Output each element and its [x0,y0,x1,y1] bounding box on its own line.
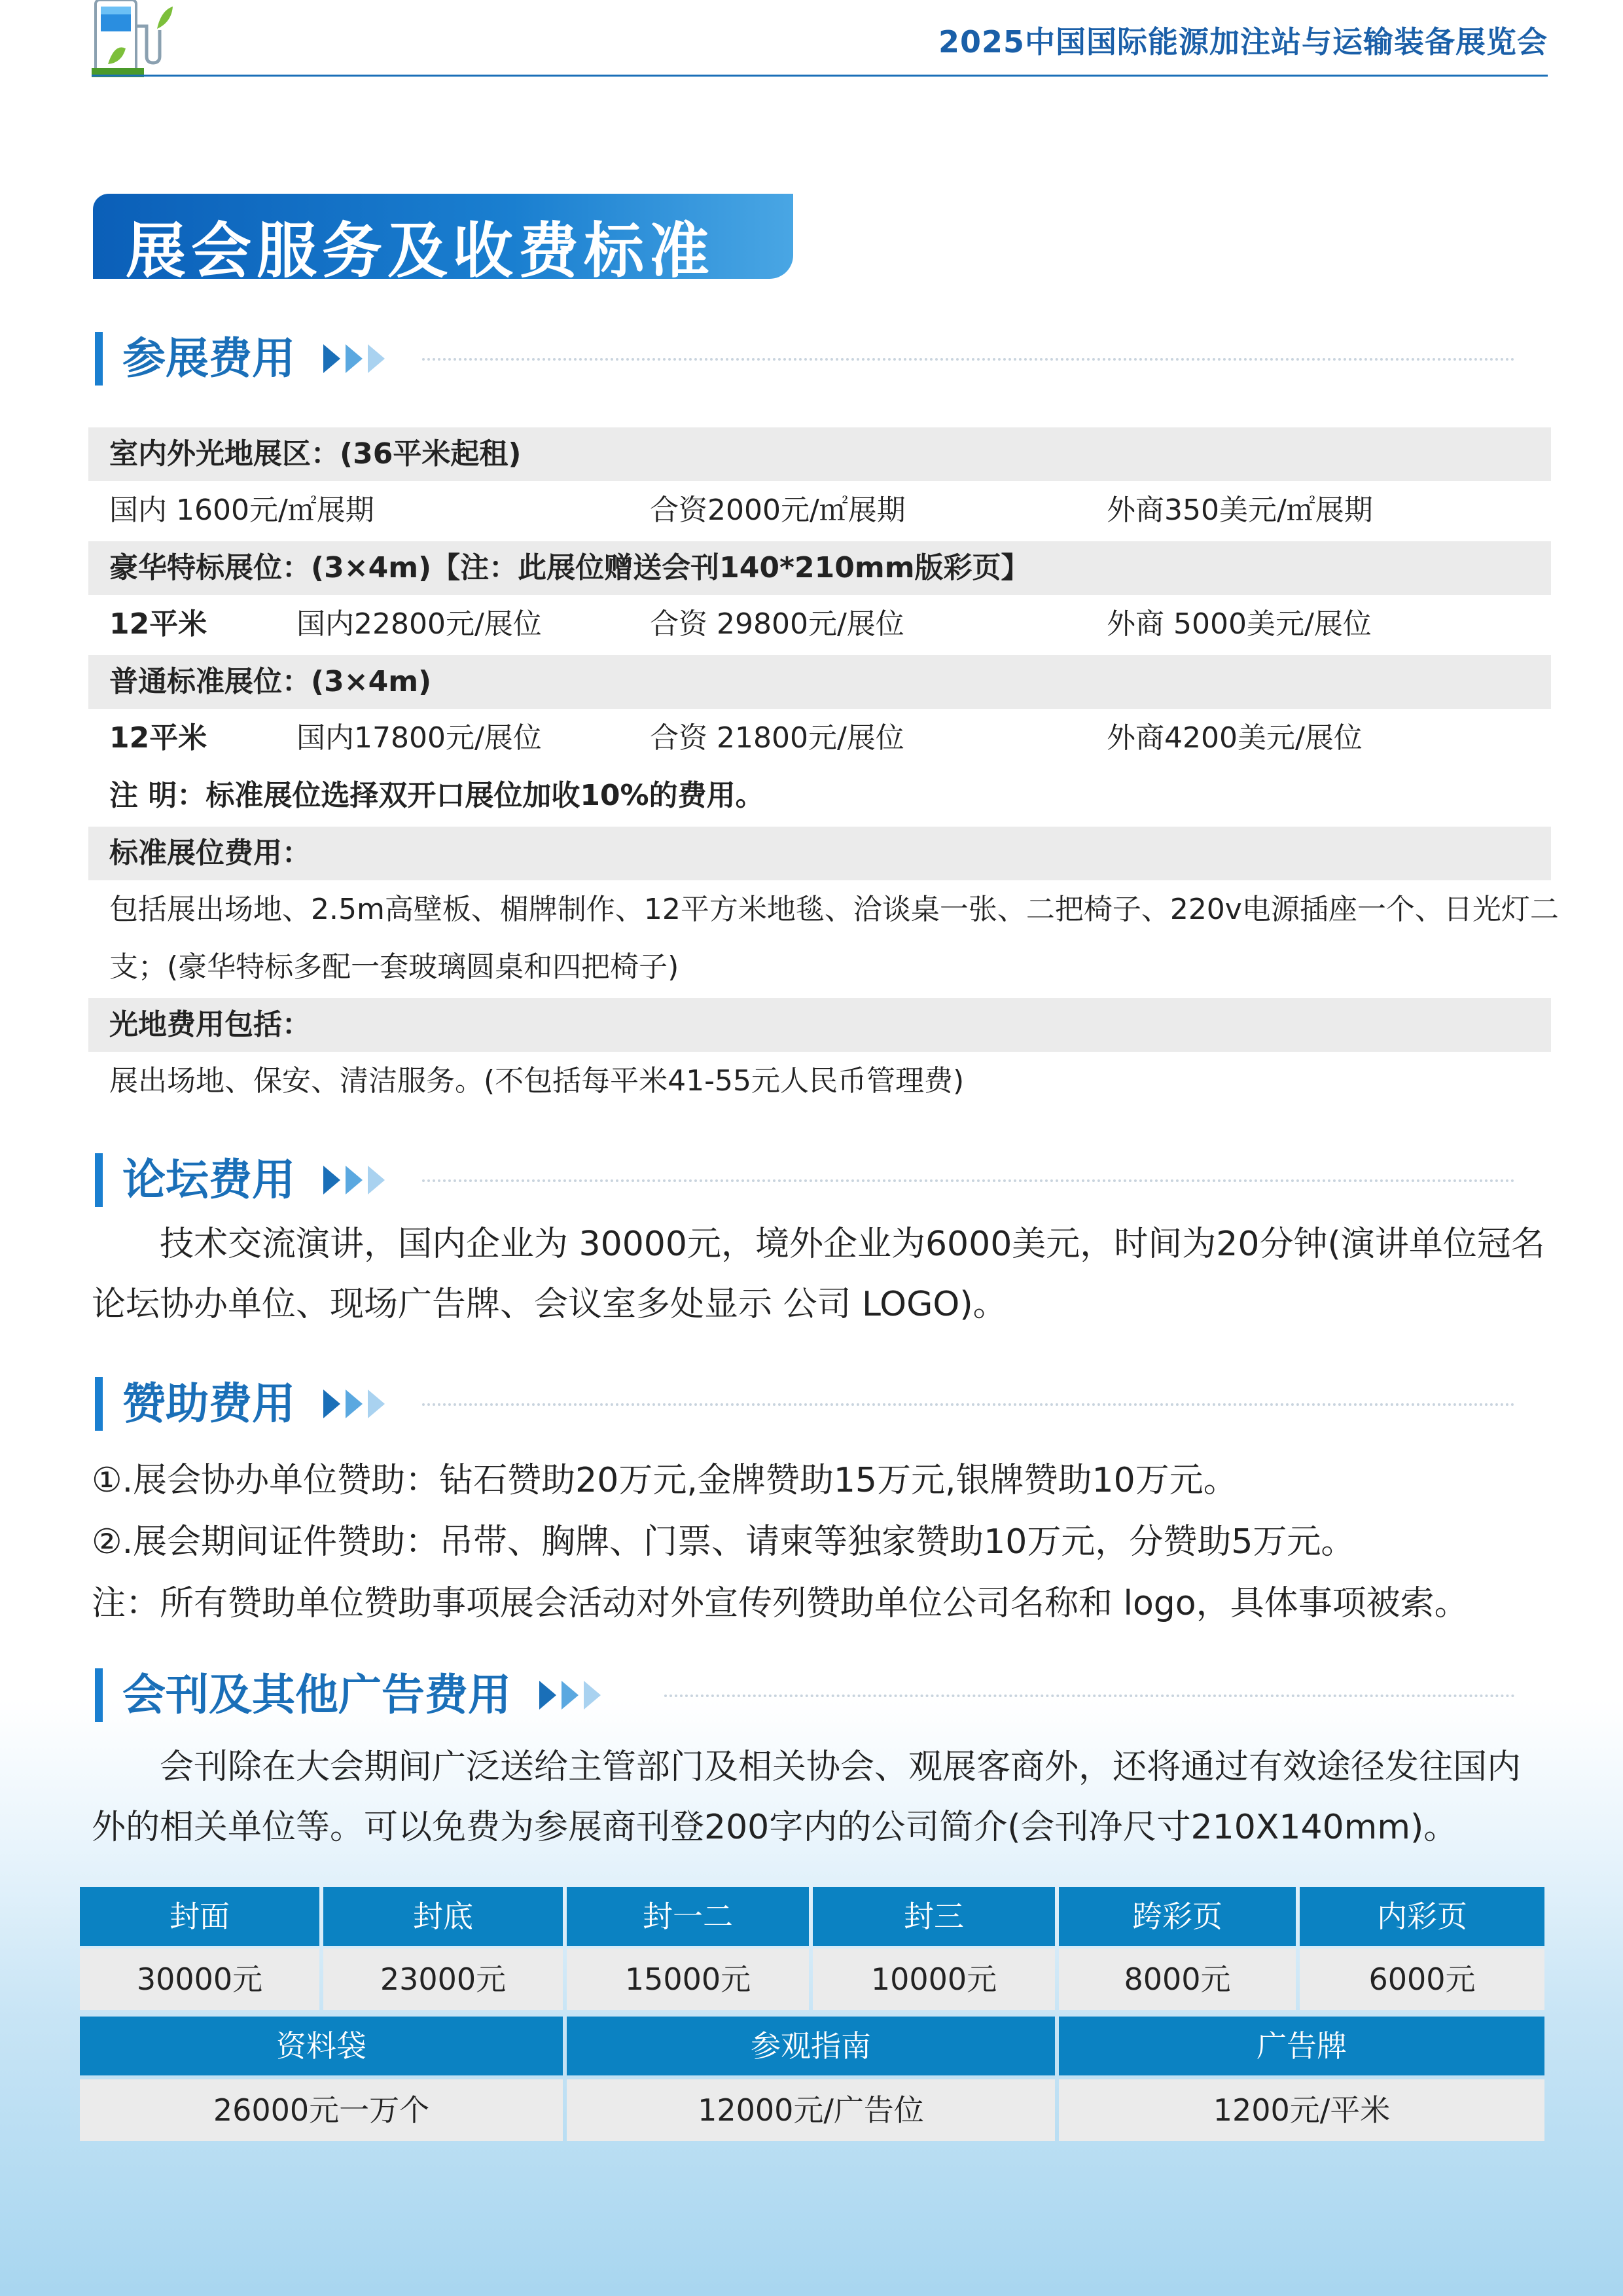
section-divider-dots [422,1179,1515,1182]
title-banner [93,194,793,286]
table-header-cell: 参观指南 [567,2017,1055,2075]
section-heading-ads [95,1666,1515,1725]
section-divider-dots [422,1403,1515,1406]
section-bar [95,332,103,386]
section-divider-dots [664,1695,1515,1697]
standard-foreign-price: 外商4200美元/展位 [1107,721,1363,755]
table-value-cell: 10000元 [813,1948,1055,2010]
table-header-cell: 内彩页 [1300,1887,1544,1946]
raw-fee-text-row [88,1054,1551,1108]
deluxe-header-row [88,541,1551,595]
table-value-cell: 30000元 [80,1948,319,2010]
section-divider-dots [422,358,1515,361]
section-title: 论坛费用 [122,1155,295,1205]
section-heading-exhibit [95,329,1515,388]
raw-foreign-price: 外商350美元/㎡展期 [1107,493,1373,527]
deluxe-header: 豪华特标展位：(3×4m)【注：此展位赠送会刊140*210mm版彩页】 [109,551,1030,584]
table-header-cell: 封面 [80,1887,319,1946]
sponsor-line-1: ①.展会协办单位赞助：钻石赞助20万元,金牌赞助15万元,银牌赞助10万元。 [92,1461,1238,1500]
booth-fee-line-1 [88,883,1559,937]
raw-space-price-row [88,484,1551,537]
table-header-cell: 跨彩页 [1059,1887,1296,1946]
deluxe-price-row [88,598,1551,651]
table-value-cell: 6000元 [1300,1948,1544,2010]
booth-fee-header-row [88,827,1551,880]
booth-fee-header: 标准展位费用： [109,836,311,870]
triple-chevron-icon [323,1387,386,1421]
table-value-cell: 8000元 [1059,1948,1296,2010]
raw-fee-text: 展出场地、保安、清洁服务。(不包括每平米41-55元人民币管理费) [109,1064,965,1098]
table-header-cell: 封底 [323,1887,563,1946]
sponsor-line-2: ②.展会期间证件赞助：吊带、胸牌、门票、请柬等独家赞助10万元，分赞助5万元。 [92,1522,1355,1562]
booth-fee-text-2: 支；(豪华特标多配一套玻璃圆桌和四把椅子) [109,950,679,984]
deluxe-joint-price: 合资 29800元/展位 [650,607,904,641]
standard-joint-price: 合资 21800元/展位 [650,721,904,755]
forum-fee-text: 技术交流演讲，国内企业为 30000元，境外企业为6000美元，时间为20分钟(演讲单位冠名论坛协办单位、现场广告牌、会议室多处显示 公司 LOGO)。 [92,1225,1545,1324]
table-value-cell: 12000元/广告位 [567,2079,1055,2141]
standard-header: 普通标准展位：(3×4m) [109,665,432,698]
sponsor-note: 注：所有赞助单位赞助事项展会活动对外宣传列赞助单位公司名称和 logo，具体事项被索。 [92,1584,1469,1623]
deluxe-size: 12平米 [109,607,207,641]
table-value-cell: 23000元 [323,1948,563,2010]
header-divider [92,75,1548,77]
triple-chevron-icon [539,1678,602,1712]
table-header-cell: 封一二 [567,1887,809,1946]
section-heading-forum [95,1151,1515,1210]
note-row [88,769,1551,823]
deluxe-domestic-price: 国内22800元/展位 [296,607,542,641]
section-bar [95,1668,103,1722]
fuel-station-logo-icon [92,0,177,77]
section-heading-sponsor [95,1374,1515,1433]
ads-fee-text: 会刊除在大会期间广泛送给主管部门及相关协会、观展客商外，还将通过有效途径发往国内外的相关单位等。可以免费为参展商刊登200字内的公司简介(会刊净尺寸210X140mm)。 [92,1748,1522,1847]
standard-price-row [88,711,1551,765]
standard-domestic-price: 国内17800元/展位 [296,721,542,755]
table-header-cell: 资料袋 [80,2017,563,2075]
double-open-note: 注 明：标准展位选择双开口展位加收10%的费用。 [109,779,764,812]
raw-fee-header: 光地费用包括： [109,1008,311,1041]
table-header-cell: 封三 [813,1887,1055,1946]
table-value-cell: 15000元 [567,1948,809,2010]
triple-chevron-icon [323,342,386,376]
table-value-cell: 1200元/平米 [1059,2079,1544,2141]
booth-fee-text-1: 包括展出场地、2.5m高壁板、楣牌制作、12平方米地毯、洽谈桌一张、二把椅子、220v电源插座一个、日光灯二 [109,893,1559,926]
booth-fee-line-2 [88,941,1551,994]
standard-size: 12平米 [109,721,207,755]
raw-space-header: 室内外光地展区：(36平米起租) [109,437,522,471]
raw-domestic-price: 国内 1600元/㎡展期 [109,493,374,527]
exhibition-title: 2025中国国际能源加注站与运输装备展览会 [938,24,1548,60]
section-bar [95,1377,103,1431]
raw-joint-price: 合资2000元/㎡展期 [650,493,906,527]
raw-space-header-row [88,427,1551,481]
table-value-cell: 26000元一万个 [80,2079,563,2141]
triple-chevron-icon [323,1163,386,1197]
section-bar [95,1153,103,1207]
banner-title: 展会服务及收费标准 [126,216,715,286]
section-title: 赞助费用 [122,1378,295,1429]
standard-header-row [88,655,1551,709]
raw-fee-header-row [88,998,1551,1052]
table-header-cell: 广告牌 [1059,2017,1544,2075]
deluxe-foreign-price: 外商 5000美元/展位 [1107,607,1372,641]
section-title: 会刊及其他广告费用 [122,1670,511,1720]
section-title: 参展费用 [122,333,295,384]
